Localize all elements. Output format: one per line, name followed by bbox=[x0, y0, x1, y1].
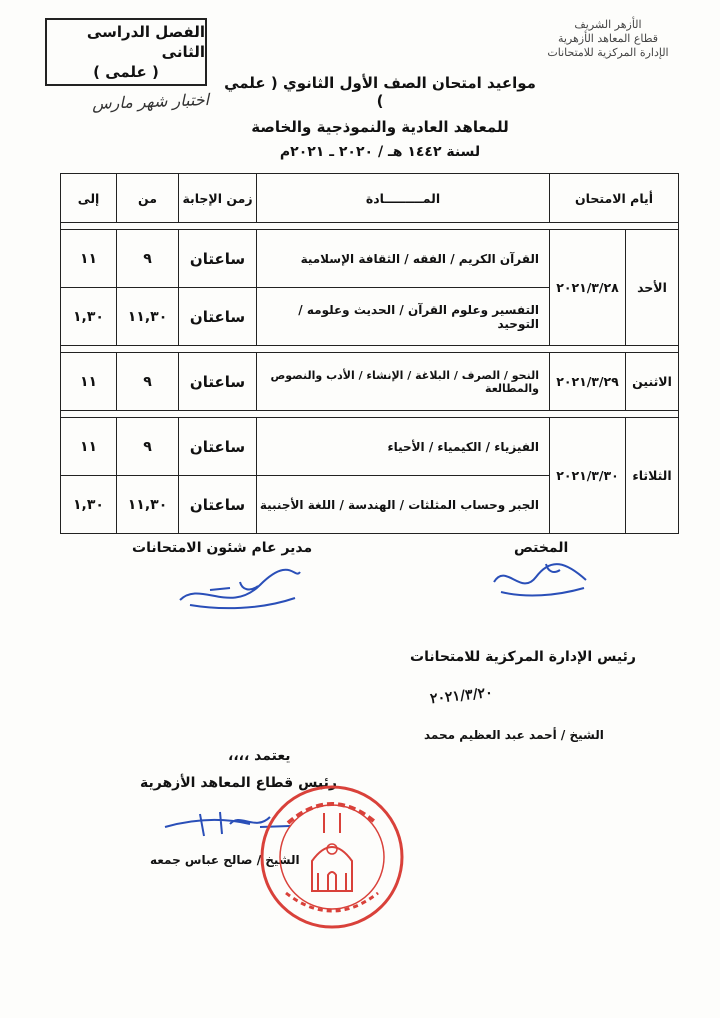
sector-head-title: رئيس قطاع المعاهد الأزهرية bbox=[140, 775, 337, 791]
organization-header bbox=[528, 18, 688, 59]
duration-cell: ساعتان bbox=[179, 353, 257, 411]
org-line-sector: قطاع المعاهد الأزهرية bbox=[557, 31, 659, 45]
branch-label: ( علمى ) bbox=[93, 63, 159, 82]
subject-cell: النحو / الصرف / البلاغة / الإنشاء / الأدب والنصوص والمطالعة bbox=[257, 353, 550, 411]
from-cell: ٩ bbox=[117, 230, 179, 288]
duration-cell: ساعتان bbox=[179, 418, 257, 476]
duration-cell: ساعتان bbox=[179, 288, 257, 346]
date-cell: ٢٠٢١/٣/٢٨ bbox=[550, 230, 626, 346]
day-cell: الثلاثاء bbox=[626, 418, 679, 534]
day-cell: الاثنين bbox=[626, 353, 679, 411]
header-duration: زمن الإجابة bbox=[179, 174, 257, 223]
specialist-signature bbox=[486, 552, 596, 602]
date-cell: ٢٠٢١/٣/٣٠ bbox=[550, 418, 626, 534]
subject-cell: التفسير وعلوم القرآن / الحديث وعلومه / التوحيد bbox=[257, 288, 550, 346]
table-row bbox=[61, 418, 679, 476]
header-from: من bbox=[117, 174, 179, 223]
general-manager-signature bbox=[170, 560, 310, 620]
title-line-2: للمعاهد العادية والنموذجية والخاصة bbox=[251, 118, 509, 136]
document-title bbox=[220, 74, 540, 160]
date-cell: ٢٠٢١/٣/٢٩ bbox=[550, 353, 626, 411]
from-cell: ١١,٣٠ bbox=[117, 476, 179, 534]
schedule-table bbox=[60, 173, 679, 534]
approved-label: يعتمد ،،،، bbox=[228, 748, 291, 764]
to-cell: ١١ bbox=[61, 418, 117, 476]
specialist-title: المختص bbox=[514, 540, 569, 556]
handwritten-date: ٢٠٢١/٣/٢٠ bbox=[429, 684, 494, 708]
table-row bbox=[61, 353, 679, 411]
header-subject: المـــــــــادة bbox=[257, 174, 550, 223]
to-cell: ١١ bbox=[61, 230, 117, 288]
header-to: إلى bbox=[61, 174, 117, 223]
from-cell: ٩ bbox=[117, 353, 179, 411]
official-seal bbox=[258, 783, 406, 931]
term-label: الفصل الدراسى الثانى bbox=[86, 22, 205, 61]
subject-cell: القرآن الكريم / الفقه / الثقافة الإسلامية bbox=[257, 230, 550, 288]
duration-cell: ساعتان bbox=[179, 476, 257, 534]
to-cell: ١,٣٠ bbox=[61, 476, 117, 534]
table-header-row bbox=[61, 174, 679, 223]
from-cell: ١١,٣٠ bbox=[117, 288, 179, 346]
header-days: أيام الامتحان bbox=[550, 174, 679, 223]
to-cell: ١١ bbox=[61, 353, 117, 411]
term-box bbox=[45, 18, 207, 86]
general-manager-title: مدير عام شئون الامتحانات bbox=[132, 540, 313, 556]
table-row bbox=[61, 230, 679, 288]
sector-head-name: الشيخ / صالح عباس جمعه bbox=[150, 853, 300, 867]
subject-cell: الجبر وحساب المثلثات / الهندسة / اللغة الأجنبية bbox=[257, 476, 550, 534]
central-head-name: الشيخ / أحمد عبد العظيم محمد bbox=[424, 728, 604, 742]
to-cell: ١,٣٠ bbox=[61, 288, 117, 346]
org-line-azhar: الأزهر الشريف bbox=[574, 18, 642, 31]
duration-cell: ساعتان bbox=[179, 230, 257, 288]
central-head-title: رئيس الإدارة المركزية للامتحانات bbox=[410, 649, 636, 665]
handwritten-note: اختبار شهر مارس bbox=[91, 89, 210, 114]
day-cell: الأحد bbox=[626, 230, 679, 346]
title-line-3: لسنة ١٤٤٢ هـ / ٢٠٢٠ ـ ٢٠٢١م bbox=[279, 144, 481, 160]
from-cell: ٩ bbox=[117, 418, 179, 476]
title-line-1: مواعيد امتحان الصف الأول الثانوي ( علمي ) bbox=[224, 74, 536, 110]
org-line-department: الإدارة المركزية للامتحانات bbox=[547, 45, 669, 59]
subject-cell: الفيزياء / الكيمياء / الأحياء bbox=[257, 418, 550, 476]
